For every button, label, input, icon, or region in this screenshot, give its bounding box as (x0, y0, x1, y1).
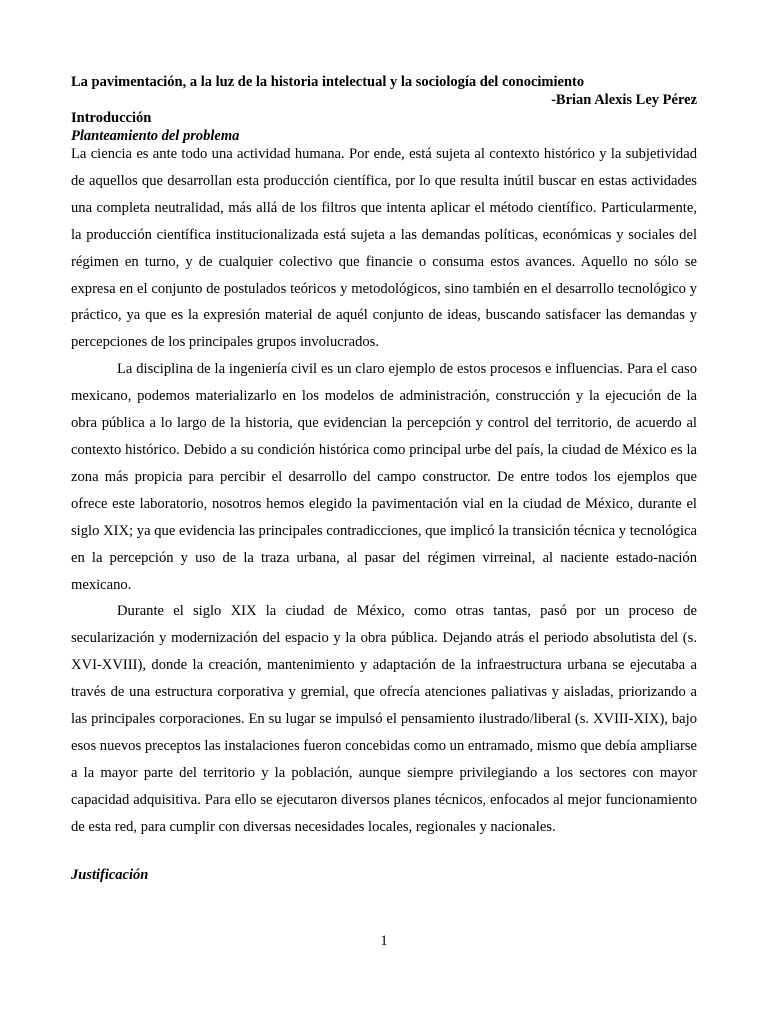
body-text (71, 141, 697, 841)
section-heading: Introducción (71, 110, 152, 126)
document-author: -Brian Alexis Ley Pérez (551, 92, 697, 108)
next-section-heading: Justificación (71, 867, 149, 883)
document-title: La pavimentación, a la luz de la historia intelectual y la sociología del conocimiento (71, 74, 585, 90)
subsection-heading: Planteamiento del problema (71, 128, 240, 144)
paragraph-1: La ciencia es ante todo una actividad humana. Por ende, está sujeta al contexto histórico y la subjetividad de aquellos que desarrollan esta producción científica, por lo que resulta inútil buscar en estas actividades una completa neutralidad, más allá de los filtros que intenta aplicar el método científico. Particularmente, la producción científica institucionalizada está sujeta a las demandas políticas, económicas y sociales del régimen en turno, y de cualquier colectivo que financie o consuma estos avances. Aquello no sólo se expresa en el conjunto de postulados teóricos y metodológicos, sino también en el desarrollo tecnológico y práctico, ya que es la expresión material de aquél conjunto de ideas, buscando satisfacer las demandas y percepciones de los principales grupos involucrados. (71, 146, 697, 351)
paragraph-2: La disciplina de la ingeniería civil es un claro ejemplo de estos procesos e influencias. Para el caso mexicano, podemos materializarlo en los modelos de administración, construcción y la ejecución de la obra pública a lo largo de la historia, que evidencian la percepción y control del territorio, de acuerdo al contexto histórico. Debido a su condición histórica como principal urbe del país, la ciudad de México es la zona más propicia para percibir el desarrollo del campo constructor. De entre todos los ejemplos que ofrece este laboratorio, nosotros hemos elegido la pavimentación vial en la ciudad de México, durante el siglo XIX; ya que evidencia las principales contradicciones, que implicó la transición técnica y tecnológica en la percepción y uso de la traza urbana, al pasar del régimen virreinal, al naciente estado-nación mexicano. (71, 361, 697, 593)
page-number: 1 (380, 933, 388, 949)
paragraph-3: Durante el siglo XIX la ciudad de México, como otras tantas, pasó por un proceso de secularización y modernización del espacio y la obra pública. Dejando atrás el periodo absolutista del (s. XVI-XVIII), donde la creación, mantenimiento y adaptación de la infraestructura urbana se ejecutaba a través de una estructura corporativa y gremial, que ofrecía atenciones paliativas y aisladas, priorizando a las principales corporaciones. En su lugar se impulsó el pensamiento ilustrado/liberal (s. XVIII-XIX), bajo esos nuevos preceptos las instalaciones fueron concebidas como un entramado, mismo que debía ampliarse a la mayor parte del territorio y la población, aunque siempre privilegiando a los sectores con mayor capacidad adquisitiva. Para ello se ejecutaron diversos planes técnicos, enfocados al mejor funcionamiento de esta red, para cumplir con diversas necesidades locales, regionales y nacionales. (71, 603, 697, 835)
